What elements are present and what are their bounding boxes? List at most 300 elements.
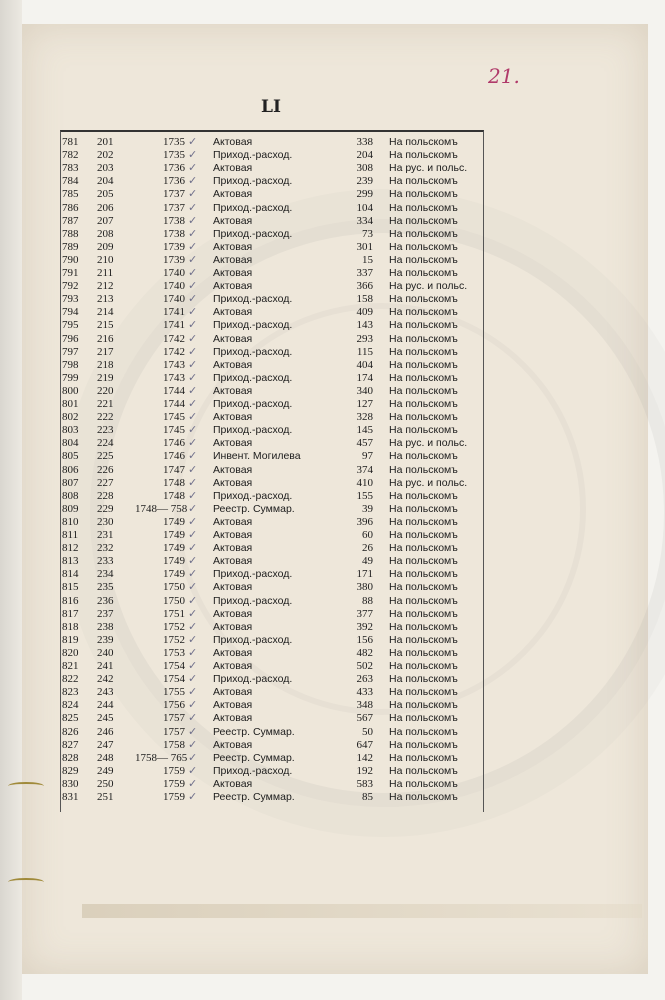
row-year: 1749 bbox=[163, 529, 185, 541]
row-year: 1740 bbox=[163, 267, 185, 279]
row-count: 192 bbox=[356, 764, 373, 777]
check-mark-icon: ✓ bbox=[188, 660, 198, 672]
row-year: 1749 bbox=[163, 555, 185, 568]
row-kind: Приход.-расход. bbox=[213, 371, 293, 384]
row-count: 158 bbox=[356, 293, 373, 306]
row-year: 1736 bbox=[163, 162, 185, 175]
row-sub-number: 227 bbox=[97, 476, 114, 489]
row-number: 829 bbox=[62, 764, 79, 777]
row-language: На польскомъ bbox=[389, 188, 458, 201]
row-count: 482 bbox=[356, 646, 373, 659]
row-kind: Актовая bbox=[213, 686, 253, 699]
table-row bbox=[61, 595, 483, 608]
row-number: 802 bbox=[62, 411, 79, 424]
row-language: На польскомъ bbox=[389, 712, 458, 725]
row-kind: Актовая bbox=[213, 332, 253, 345]
check-mark-icon: ✓ bbox=[188, 175, 198, 188]
table-row bbox=[61, 765, 483, 778]
row-language: На польскомъ bbox=[389, 699, 458, 712]
row-kind: Актовая bbox=[213, 777, 253, 790]
row-count: 155 bbox=[356, 489, 373, 502]
row-language: На польскомъ bbox=[389, 463, 458, 476]
row-sub-number: 226 bbox=[97, 463, 114, 476]
table-row bbox=[61, 686, 483, 699]
table-row bbox=[61, 660, 483, 673]
row-year: 1750 bbox=[163, 594, 185, 607]
row-sub-number: 205 bbox=[97, 188, 114, 201]
row-kind: Актовая bbox=[213, 515, 253, 528]
row-kind: Актовая bbox=[213, 253, 253, 266]
row-language: На польскомъ bbox=[389, 581, 458, 594]
row-year: 1754 bbox=[163, 673, 185, 686]
row-number: 788 bbox=[62, 227, 79, 240]
row-kind: Актовая bbox=[213, 240, 253, 253]
row-year: 1735 bbox=[163, 149, 185, 162]
page-number: LI bbox=[261, 97, 281, 117]
row-number: 789 bbox=[62, 240, 79, 253]
row-number: 822 bbox=[62, 673, 79, 686]
row-count: 334 bbox=[356, 214, 373, 227]
check-mark-icon: ✓ bbox=[188, 188, 198, 201]
row-number: 820 bbox=[62, 646, 79, 659]
row-sub-number: 208 bbox=[97, 227, 114, 240]
row-year: 1743 bbox=[163, 358, 185, 371]
row-language: На польскомъ bbox=[389, 384, 458, 397]
row-kind: Актовая bbox=[213, 581, 253, 594]
table-row bbox=[61, 188, 483, 201]
row-sub-number: 236 bbox=[97, 594, 114, 607]
row-sub-number: 212 bbox=[97, 280, 114, 293]
table-row bbox=[61, 175, 483, 188]
row-sub-number: 225 bbox=[97, 450, 114, 463]
row-count: 377 bbox=[356, 607, 373, 620]
table-row bbox=[61, 202, 483, 215]
row-sub-number: 241 bbox=[97, 660, 114, 672]
row-language: На польскомъ bbox=[389, 529, 458, 541]
row-year: 1741 bbox=[163, 319, 185, 332]
row-year: 1740 bbox=[163, 293, 185, 306]
row-kind: Актовая bbox=[213, 267, 253, 279]
row-count: 15 bbox=[362, 253, 373, 266]
row-count: 50 bbox=[362, 725, 373, 738]
row-count: 39 bbox=[362, 502, 373, 515]
row-sub-number: 218 bbox=[97, 358, 114, 371]
handwritten-page-number: 21. bbox=[488, 64, 520, 88]
row-kind: Актовая bbox=[213, 384, 253, 397]
row-number: 810 bbox=[62, 515, 79, 528]
table-row bbox=[61, 529, 483, 542]
row-kind: Актовая bbox=[213, 620, 253, 633]
row-language: На польскомъ bbox=[389, 751, 458, 764]
row-year: 1738 bbox=[163, 227, 185, 240]
table-row bbox=[61, 634, 483, 647]
check-mark-icon: ✓ bbox=[188, 398, 198, 410]
row-year: 1742 bbox=[163, 345, 185, 358]
row-kind: Реестр. Суммар. bbox=[213, 502, 295, 515]
row-count: 308 bbox=[356, 162, 373, 175]
table-row bbox=[61, 699, 483, 712]
row-kind: Актовая bbox=[213, 437, 253, 450]
row-count: 293 bbox=[356, 332, 373, 345]
table-row bbox=[61, 333, 483, 346]
row-sub-number: 223 bbox=[97, 424, 114, 437]
check-mark-icon: ✓ bbox=[188, 201, 198, 214]
row-year: 1754 bbox=[163, 660, 185, 672]
row-language: На польскомъ bbox=[389, 424, 458, 437]
row-year: 1744 bbox=[163, 398, 185, 410]
row-sub-number: 247 bbox=[97, 738, 114, 751]
row-sub-number: 231 bbox=[97, 529, 114, 541]
row-language: На польскомъ bbox=[389, 358, 458, 371]
check-mark-icon: ✓ bbox=[188, 607, 198, 620]
row-year: 1737 bbox=[163, 201, 185, 214]
row-number: 825 bbox=[62, 712, 79, 725]
row-sub-number: 217 bbox=[97, 345, 114, 358]
row-kind: Актовая bbox=[213, 358, 253, 371]
row-number: 808 bbox=[62, 489, 79, 502]
row-sub-number: 234 bbox=[97, 568, 114, 581]
row-sub-number: 202 bbox=[97, 149, 114, 162]
row-count: 204 bbox=[356, 149, 373, 162]
table-row bbox=[61, 542, 483, 555]
check-mark-icon: ✓ bbox=[188, 673, 198, 686]
row-year: 1745 bbox=[163, 424, 185, 437]
row-count: 380 bbox=[356, 581, 373, 594]
row-sub-number: 207 bbox=[97, 214, 114, 227]
row-language: На польскомъ bbox=[389, 542, 458, 555]
table-row bbox=[61, 215, 483, 228]
table-row bbox=[61, 608, 483, 621]
row-year: 1757 bbox=[163, 725, 185, 738]
check-mark-icon: ✓ bbox=[188, 437, 198, 450]
row-sub-number: 214 bbox=[97, 306, 114, 319]
row-year: 1759 bbox=[163, 777, 185, 790]
row-sub-number: 203 bbox=[97, 162, 114, 175]
row-number: 792 bbox=[62, 280, 79, 293]
row-language: На польскомъ bbox=[389, 411, 458, 424]
row-year: 1744 bbox=[163, 384, 185, 397]
row-kind: Актовая bbox=[213, 646, 253, 659]
check-mark-icon: ✓ bbox=[188, 777, 198, 790]
row-count: 26 bbox=[362, 542, 373, 555]
check-mark-icon: ✓ bbox=[188, 581, 198, 594]
row-year: 1756 bbox=[163, 699, 185, 712]
check-mark-icon: ✓ bbox=[188, 227, 198, 240]
row-year: 1749 bbox=[163, 515, 185, 528]
row-year: 1741 bbox=[163, 306, 185, 319]
row-year: 1748— 758 bbox=[135, 502, 188, 515]
row-language: На польскомъ bbox=[389, 371, 458, 384]
row-year: 1745 bbox=[163, 411, 185, 424]
row-language: На польскомъ bbox=[389, 175, 458, 188]
check-mark-icon: ✓ bbox=[188, 646, 198, 659]
row-number: 797 bbox=[62, 345, 79, 358]
check-mark-icon: ✓ bbox=[188, 306, 198, 319]
row-sub-number: 228 bbox=[97, 489, 114, 502]
row-language: На польскомъ bbox=[389, 607, 458, 620]
table-row bbox=[61, 778, 483, 791]
check-mark-icon: ✓ bbox=[188, 725, 198, 738]
row-sub-number: 210 bbox=[97, 253, 114, 266]
check-mark-icon: ✓ bbox=[188, 633, 198, 646]
row-language: На польскомъ bbox=[389, 149, 458, 162]
row-kind: Актовая bbox=[213, 162, 253, 175]
tape-strip bbox=[82, 904, 642, 918]
row-number: 806 bbox=[62, 463, 79, 476]
row-sub-number: 211 bbox=[97, 267, 114, 279]
row-year: 1736 bbox=[163, 175, 185, 188]
row-language: На польскомъ bbox=[389, 293, 458, 306]
check-mark-icon: ✓ bbox=[188, 489, 198, 502]
row-year: 1748 bbox=[163, 476, 185, 489]
row-number: 791 bbox=[62, 267, 79, 279]
row-sub-number: 219 bbox=[97, 371, 114, 384]
row-sub-number: 222 bbox=[97, 411, 114, 424]
row-year: 1749 bbox=[163, 542, 185, 555]
check-mark-icon: ✓ bbox=[188, 149, 198, 162]
check-mark-icon: ✓ bbox=[188, 738, 198, 751]
table-row bbox=[61, 477, 483, 490]
row-number: 819 bbox=[62, 633, 79, 646]
row-language: На польскомъ bbox=[389, 515, 458, 528]
row-sub-number: 213 bbox=[97, 293, 114, 306]
row-count: 88 bbox=[362, 594, 373, 607]
check-mark-icon: ✓ bbox=[188, 712, 198, 725]
row-sub-number: 201 bbox=[97, 136, 114, 148]
table-row bbox=[61, 503, 483, 516]
row-kind: Реестр. Суммар. bbox=[213, 725, 295, 738]
row-number: 830 bbox=[62, 777, 79, 790]
row-year: 1752 bbox=[163, 620, 185, 633]
table-row bbox=[61, 267, 483, 280]
row-kind: Приход.-расход. bbox=[213, 764, 293, 777]
row-count: 127 bbox=[356, 398, 373, 410]
check-mark-icon: ✓ bbox=[188, 686, 198, 699]
check-mark-icon: ✓ bbox=[188, 450, 198, 463]
row-language: На польскомъ bbox=[389, 594, 458, 607]
table-row bbox=[61, 568, 483, 581]
table-row bbox=[61, 581, 483, 594]
row-count: 433 bbox=[356, 686, 373, 699]
check-mark-icon: ✓ bbox=[188, 253, 198, 266]
row-number: 800 bbox=[62, 384, 79, 397]
row-language: На польскомъ bbox=[389, 791, 458, 803]
table-row bbox=[61, 411, 483, 424]
row-kind: Актовая bbox=[213, 738, 253, 751]
row-language: На польскомъ bbox=[389, 738, 458, 751]
row-kind: Актовая bbox=[213, 712, 253, 725]
row-number: 818 bbox=[62, 620, 79, 633]
row-language: На польскомъ bbox=[389, 489, 458, 502]
row-language: На польскомъ bbox=[389, 332, 458, 345]
row-count: 366 bbox=[356, 280, 373, 293]
row-count: 49 bbox=[362, 555, 373, 568]
row-kind: Реестр. Суммар. bbox=[213, 751, 295, 764]
check-mark-icon: ✓ bbox=[188, 162, 198, 175]
row-count: 299 bbox=[356, 188, 373, 201]
row-count: 174 bbox=[356, 371, 373, 384]
check-mark-icon: ✓ bbox=[188, 214, 198, 227]
row-year: 1739 bbox=[163, 253, 185, 266]
check-mark-icon: ✓ bbox=[188, 502, 198, 515]
row-sub-number: 235 bbox=[97, 581, 114, 594]
row-number: 798 bbox=[62, 358, 79, 371]
table-row bbox=[61, 280, 483, 293]
row-count: 502 bbox=[356, 660, 373, 672]
row-year: 1751 bbox=[163, 607, 185, 620]
book-spine bbox=[0, 0, 22, 1000]
row-year: 1747 bbox=[163, 463, 185, 476]
row-number: 813 bbox=[62, 555, 79, 568]
row-number: 784 bbox=[62, 175, 79, 188]
row-language: На польскомъ bbox=[389, 777, 458, 790]
row-number: 787 bbox=[62, 214, 79, 227]
table-row bbox=[61, 673, 483, 686]
row-kind: Приход.-расход. bbox=[213, 424, 293, 437]
check-mark-icon: ✓ bbox=[188, 332, 198, 345]
row-count: 263 bbox=[356, 673, 373, 686]
table-row bbox=[61, 372, 483, 385]
row-kind: Актовая bbox=[213, 280, 253, 293]
table-row bbox=[61, 712, 483, 725]
row-number: 821 bbox=[62, 660, 79, 672]
check-mark-icon: ✓ bbox=[188, 568, 198, 581]
row-kind: Приход.-расход. bbox=[213, 633, 293, 646]
row-number: 816 bbox=[62, 594, 79, 607]
row-kind: Приход.-расход. bbox=[213, 293, 293, 306]
row-kind: Актовая bbox=[213, 411, 253, 424]
row-language: На польскомъ bbox=[389, 306, 458, 319]
row-sub-number: 249 bbox=[97, 764, 114, 777]
table-row bbox=[61, 149, 483, 162]
row-year: 1735 bbox=[163, 136, 185, 148]
row-sub-number: 209 bbox=[97, 240, 114, 253]
table-row bbox=[61, 647, 483, 660]
table-row bbox=[61, 621, 483, 634]
row-language: На рус. и польс. bbox=[389, 162, 468, 175]
row-count: 583 bbox=[356, 777, 373, 790]
row-sub-number: 246 bbox=[97, 725, 114, 738]
row-language: На польскомъ bbox=[389, 267, 458, 279]
row-kind: Приход.-расход. bbox=[213, 568, 293, 581]
row-number: 811 bbox=[62, 529, 79, 541]
row-year: 1748 bbox=[163, 489, 185, 502]
row-sub-number: 240 bbox=[97, 646, 114, 659]
row-sub-number: 250 bbox=[97, 777, 114, 790]
table-row bbox=[61, 424, 483, 437]
row-count: 328 bbox=[356, 411, 373, 424]
check-mark-icon: ✓ bbox=[188, 345, 198, 358]
row-count: 337 bbox=[356, 267, 373, 279]
row-sub-number: 224 bbox=[97, 437, 114, 450]
row-count: 142 bbox=[356, 751, 373, 764]
row-kind: Приход.-расход. bbox=[213, 345, 293, 358]
check-mark-icon: ✓ bbox=[188, 424, 198, 437]
row-count: 374 bbox=[356, 463, 373, 476]
table-row bbox=[61, 228, 483, 241]
row-year: 1746 bbox=[163, 437, 185, 450]
row-count: 73 bbox=[362, 227, 373, 240]
row-kind: Актовая bbox=[213, 542, 253, 555]
row-year: 1753 bbox=[163, 646, 185, 659]
row-count: 115 bbox=[356, 345, 373, 358]
row-count: 338 bbox=[356, 136, 373, 148]
row-number: 807 bbox=[62, 476, 79, 489]
row-language: На польскомъ bbox=[389, 646, 458, 659]
row-year: 1752 bbox=[163, 633, 185, 646]
row-sub-number: 230 bbox=[97, 515, 114, 528]
row-kind: Реестр. Суммар. bbox=[213, 791, 295, 803]
table-row bbox=[61, 241, 483, 254]
row-number: 815 bbox=[62, 581, 79, 594]
row-sub-number: 216 bbox=[97, 332, 114, 345]
row-kind: Приход.-расход. bbox=[213, 227, 293, 240]
row-year: 1738 bbox=[163, 214, 185, 227]
table-row bbox=[61, 162, 483, 175]
row-language: На польскомъ bbox=[389, 450, 458, 463]
row-year: 1759 bbox=[163, 791, 185, 803]
row-number: 795 bbox=[62, 319, 79, 332]
check-mark-icon: ✓ bbox=[188, 371, 198, 384]
row-count: 143 bbox=[356, 319, 373, 332]
row-sub-number: 232 bbox=[97, 542, 114, 555]
row-count: 145 bbox=[356, 424, 373, 437]
row-number: 799 bbox=[62, 371, 79, 384]
row-language: На польскомъ bbox=[389, 555, 458, 568]
row-count: 97 bbox=[362, 450, 373, 463]
row-year: 1755 bbox=[163, 686, 185, 699]
row-kind: Приход.-расход. bbox=[213, 149, 293, 162]
row-number: 790 bbox=[62, 253, 79, 266]
row-kind: Приход.-расход. bbox=[213, 201, 293, 214]
row-language: На польскомъ bbox=[389, 201, 458, 214]
row-year: 1742 bbox=[163, 332, 185, 345]
table-row bbox=[61, 752, 483, 765]
row-language: На польскомъ bbox=[389, 214, 458, 227]
ledger-table bbox=[60, 130, 484, 812]
check-mark-icon: ✓ bbox=[188, 411, 198, 424]
row-number: 809 bbox=[62, 502, 79, 515]
row-count: 567 bbox=[356, 712, 373, 725]
row-sub-number: 206 bbox=[97, 201, 114, 214]
row-sub-number: 245 bbox=[97, 712, 114, 725]
row-count: 60 bbox=[362, 529, 373, 541]
row-number: 793 bbox=[62, 293, 79, 306]
check-mark-icon: ✓ bbox=[188, 764, 198, 777]
table-row bbox=[61, 437, 483, 450]
row-number: 826 bbox=[62, 725, 79, 738]
row-year: 1740 bbox=[163, 280, 185, 293]
row-sub-number: 220 bbox=[97, 384, 114, 397]
table-row bbox=[61, 293, 483, 306]
row-sub-number: 237 bbox=[97, 607, 114, 620]
row-sub-number: 238 bbox=[97, 620, 114, 633]
row-kind: Приход.-расход. bbox=[213, 594, 293, 607]
row-year: 1746 bbox=[163, 450, 185, 463]
row-kind: Актовая bbox=[213, 555, 253, 568]
check-mark-icon: ✓ bbox=[188, 515, 198, 528]
check-mark-icon: ✓ bbox=[188, 293, 198, 306]
table-row bbox=[61, 346, 483, 359]
row-kind: Актовая bbox=[213, 136, 253, 148]
row-language: На польскомъ bbox=[389, 686, 458, 699]
row-sub-number: 229 bbox=[97, 502, 114, 515]
row-language: На польскомъ bbox=[389, 568, 458, 581]
table-row bbox=[61, 319, 483, 332]
row-count: 410 bbox=[356, 476, 373, 489]
row-kind: Актовая bbox=[213, 306, 253, 319]
row-language: На польскомъ bbox=[389, 136, 458, 148]
